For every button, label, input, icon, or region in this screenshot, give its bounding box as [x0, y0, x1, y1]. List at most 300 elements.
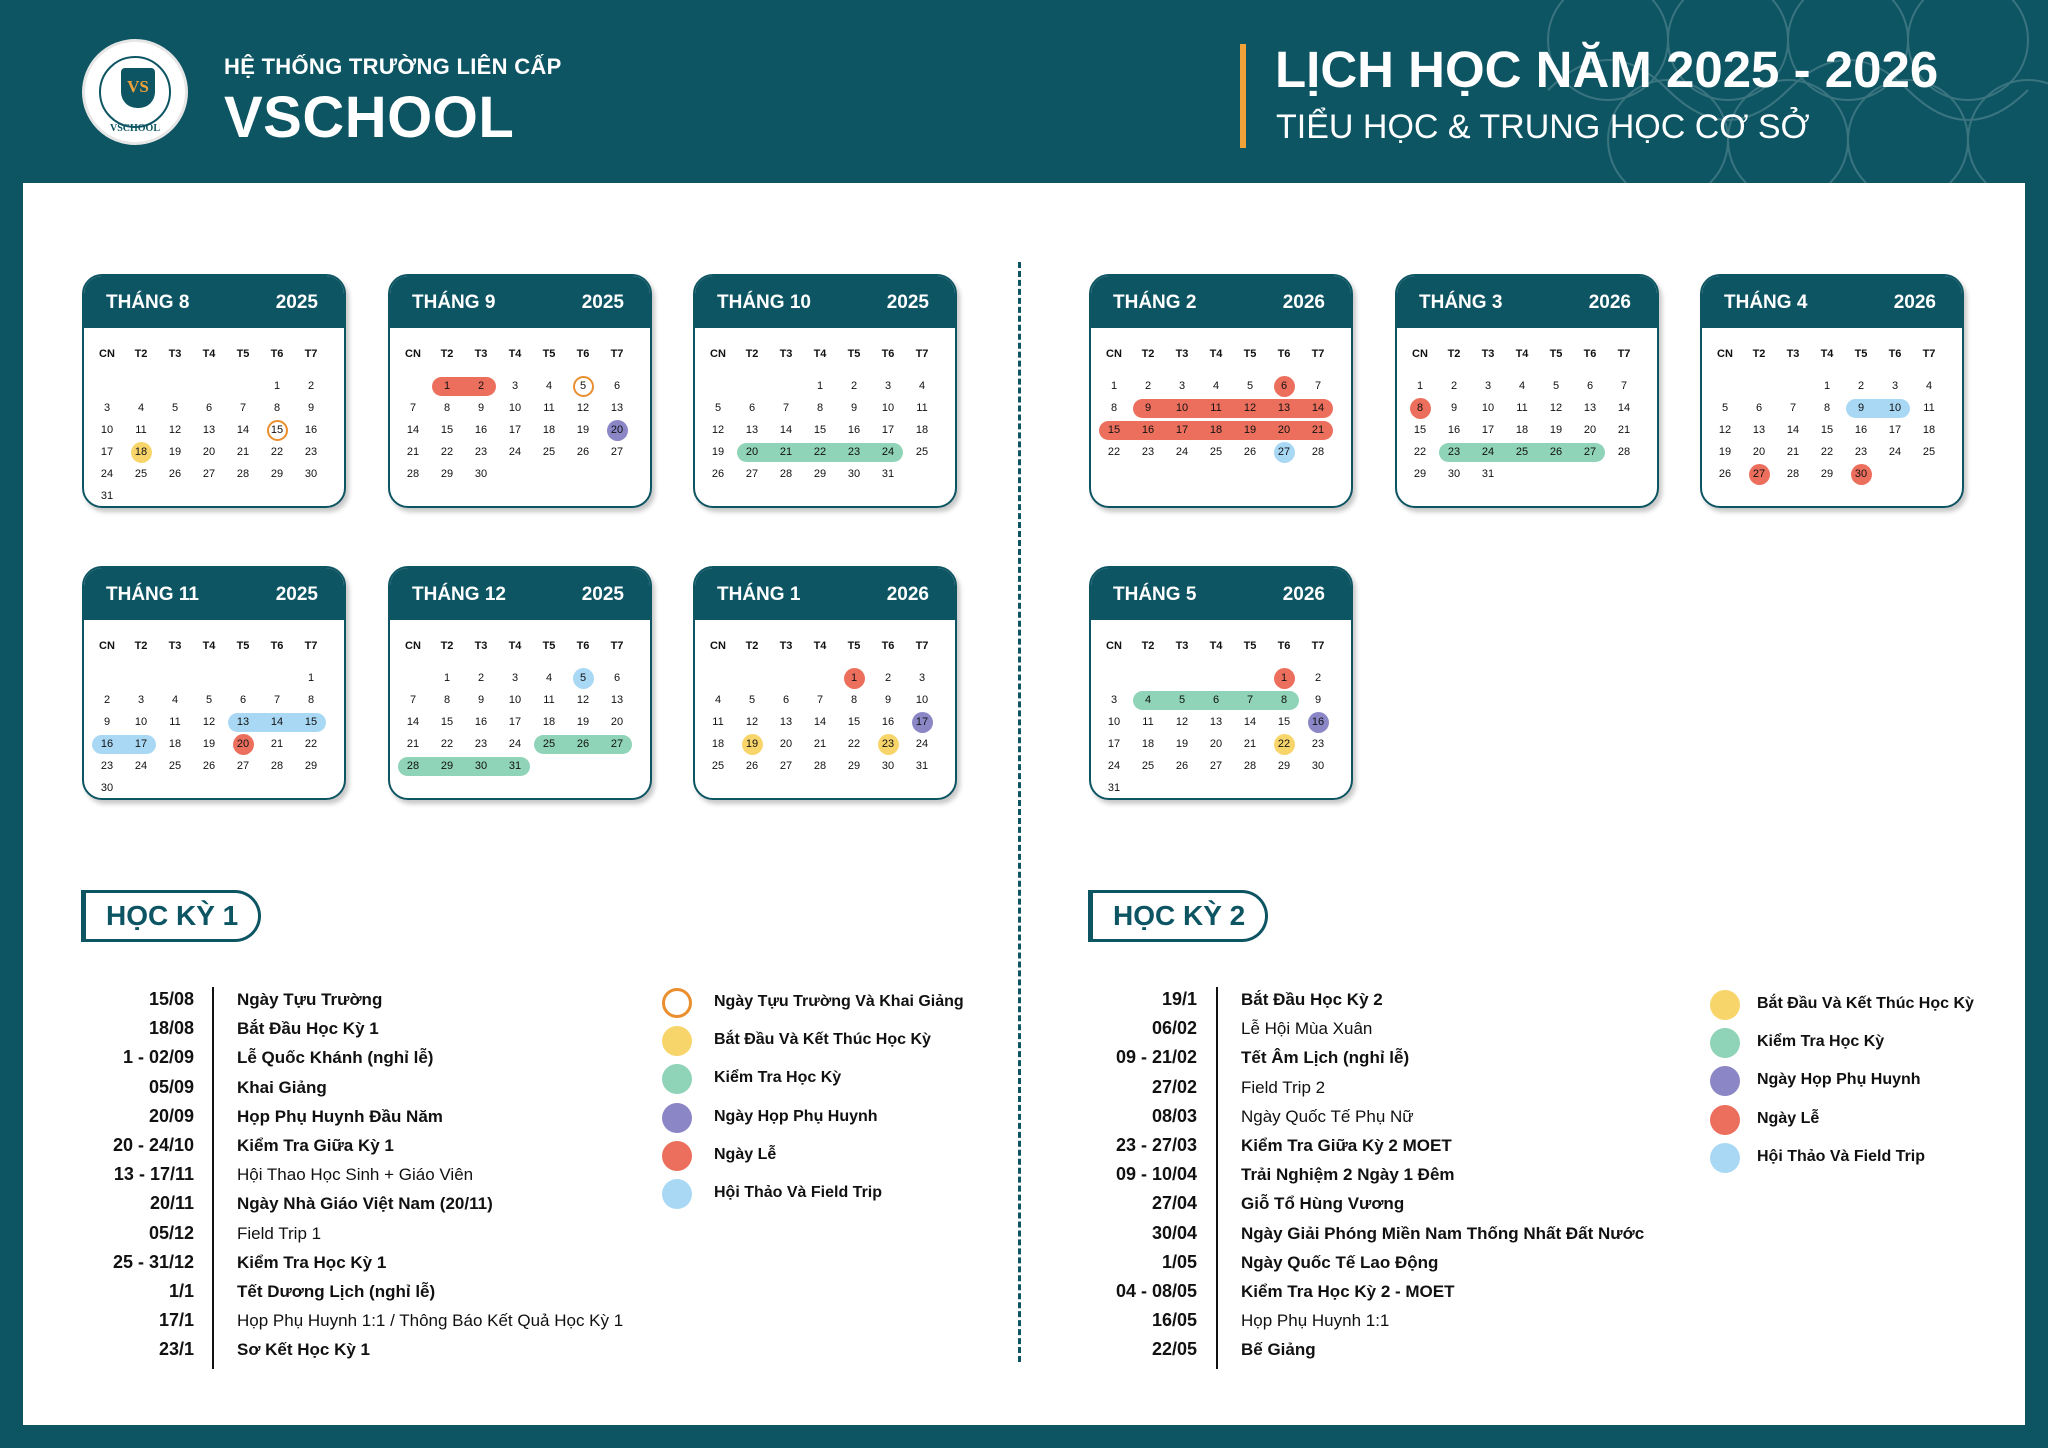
day-cell: 30 [304, 468, 318, 480]
day-cell: 21 [270, 738, 284, 750]
weekday-label: T7 [915, 348, 929, 360]
day-cell: 19 [745, 738, 759, 750]
day-cell: 6 [613, 380, 621, 392]
day-cell: 30 [474, 468, 488, 480]
day-cell: 4 [1518, 380, 1526, 392]
day-cell: 7 [1789, 402, 1797, 414]
legend-label: Bắt Đầu Và Kết Thúc Học Kỳ [714, 1031, 931, 1049]
event-date: 09 - 21/02 [1115, 1047, 1197, 1068]
day-cell: 10 [1175, 402, 1189, 414]
event-date: 08/03 [1151, 1105, 1197, 1126]
event-date: 17/1 [158, 1310, 194, 1331]
weekday-label: T3 [1175, 348, 1189, 360]
day-cell: 15 [1277, 716, 1291, 728]
day-cell: 20 [745, 446, 759, 458]
legend-label: Kiểm Tra Học Kỳ [1757, 1033, 1885, 1051]
day-cell: 9 [1314, 694, 1322, 706]
day-cell: 16 [1141, 424, 1155, 436]
day-cell: 19 [1243, 424, 1257, 436]
weekday-label: T2 [134, 348, 148, 360]
legend-red-dot-icon [1710, 1105, 1740, 1135]
day-cell: 7 [239, 402, 247, 414]
day-cell: 21 [1243, 738, 1257, 750]
day-cell: 27 [236, 760, 250, 772]
weekday-label: T6 [1583, 348, 1597, 360]
weekday-label: T2 [134, 640, 148, 652]
day-cell: 18 [1209, 424, 1223, 436]
header [0, 0, 2048, 183]
day-cell: 17 [508, 424, 522, 436]
day-cell: 19 [711, 446, 725, 458]
day-cell: 2 [1314, 672, 1322, 684]
day-cell: 15 [813, 424, 827, 436]
day-cell: 8 [307, 694, 315, 706]
day-cell: 3 [1891, 380, 1899, 392]
event-description: Kiểm Tra Học Kỳ 2 - MOET [1241, 1282, 1455, 1301]
day-cell: 23 [881, 738, 895, 750]
month-calendar [693, 274, 957, 508]
day-cell: 5 [714, 402, 722, 414]
day-cell: 19 [1718, 446, 1732, 458]
weekday-label: T4 [202, 348, 216, 360]
day-cell: 13 [779, 716, 793, 728]
day-cell: 28 [236, 468, 250, 480]
day-cell: 30 [1854, 468, 1868, 480]
day-cell: 31 [508, 760, 522, 772]
legend-blue-dot-icon [662, 1179, 692, 1209]
weekday-label: CN [1412, 348, 1428, 360]
day-cell: 17 [508, 716, 522, 728]
day-cell: 27 [610, 738, 624, 750]
day-cell: 9 [850, 402, 858, 414]
event-date: 18/08 [148, 1018, 194, 1039]
day-cell: 25 [1922, 446, 1936, 458]
day-cell: 19 [1549, 424, 1563, 436]
day-cell: 12 [1718, 424, 1732, 436]
day-cell: 5 [1552, 380, 1560, 392]
event-description: Bắt Đầu Học Kỳ 1 [237, 1019, 379, 1039]
day-cell: 29 [304, 760, 318, 772]
month-name: THÁNG 8 [106, 292, 190, 313]
day-cell: 7 [1620, 380, 1628, 392]
day-cell: 18 [168, 738, 182, 750]
month-header [1702, 276, 1962, 328]
weekday-label: CN [405, 348, 421, 360]
school-system-label: HỆ THỐNG TRƯỜNG LIÊN CẤP [224, 54, 562, 79]
day-cell: 20 [610, 424, 624, 436]
day-cell: 17 [1481, 424, 1495, 436]
day-cell: 18 [542, 716, 556, 728]
event-date: 1/05 [1161, 1251, 1197, 1272]
day-cell: 3 [103, 402, 111, 414]
event-date: 09 - 10/04 [1115, 1164, 1197, 1185]
day-cell: 14 [406, 716, 420, 728]
day-cell: 2 [850, 380, 858, 392]
day-cell: 26 [168, 468, 182, 480]
day-cell: 23 [474, 738, 488, 750]
event-date: 16/05 [1151, 1310, 1197, 1331]
event-date: 1/1 [168, 1281, 194, 1301]
school-name: VSCHOOL [224, 85, 515, 150]
day-cell: 25 [542, 738, 556, 750]
day-cell: 18 [711, 738, 725, 750]
legend-green-dot-icon [1710, 1028, 1740, 1058]
event-description: Tết Dương Lịch (nghỉ lễ) [237, 1282, 436, 1301]
event-date: 27/04 [1151, 1193, 1197, 1214]
title-accent-bar [1240, 44, 1246, 148]
day-cell: 3 [884, 380, 892, 392]
day-cell: 18 [1141, 738, 1155, 750]
day-cell: 14 [1311, 402, 1325, 414]
event-date: 1 - 02/09 [122, 1047, 194, 1068]
month-year: 2026 [886, 584, 929, 605]
event-description: Field Trip 1 [237, 1223, 322, 1243]
day-cell: 14 [779, 424, 793, 436]
day-cell: 2 [1144, 380, 1152, 392]
day-cell: 28 [1617, 446, 1631, 458]
month-name: THÁNG 1 [717, 584, 801, 605]
day-cell: 21 [779, 446, 793, 458]
day-cell: 12 [1549, 402, 1563, 414]
day-cell: 1 [850, 672, 858, 684]
day-cell: 5 [171, 402, 179, 414]
day-cell: 11 [169, 716, 181, 728]
day-cell: 27 [1209, 760, 1223, 772]
day-cell: 9 [307, 402, 315, 414]
day-cell: 24 [508, 738, 522, 750]
day-cell: 21 [236, 446, 250, 458]
weekday-label: T5 [542, 640, 556, 652]
day-cell: 20 [202, 446, 216, 458]
event-description: Sơ Kết Học Kỳ 1 [237, 1340, 371, 1360]
legend-label: Hội Thảo Và Field Trip [714, 1184, 883, 1201]
day-cell: 10 [508, 694, 522, 706]
day-cell: 14 [1243, 716, 1257, 728]
day-cell: 25 [711, 760, 725, 772]
day-cell: 14 [813, 716, 827, 728]
day-cell: 27 [610, 446, 624, 458]
month-calendar [388, 566, 652, 800]
day-cell: 27 [745, 468, 759, 480]
day-cell: 31 [881, 468, 895, 480]
day-cell: 9 [477, 402, 485, 414]
day-cell: 2 [477, 380, 485, 392]
day-cell: 10 [508, 402, 522, 414]
day-cell: 6 [748, 402, 756, 414]
month-name: THÁNG 5 [1113, 584, 1197, 605]
day-cell: 29 [847, 760, 861, 772]
day-cell: 12 [576, 694, 590, 706]
day-cell: 11 [1210, 402, 1222, 414]
day-cell: 17 [100, 446, 114, 458]
weekday-label: T3 [779, 640, 793, 652]
event-description: Trải Nghiệm 2 Ngày 1 Đêm [1241, 1165, 1455, 1185]
day-cell: 15 [1820, 424, 1834, 436]
day-cell: 26 [745, 760, 759, 772]
month-year: 2025 [581, 584, 624, 605]
weekday-label: T2 [440, 348, 454, 360]
day-cell: 28 [1243, 760, 1257, 772]
day-cell: 26 [202, 760, 216, 772]
day-cell: 8 [850, 694, 858, 706]
weekday-label: T3 [1481, 348, 1495, 360]
day-cell: 2 [103, 694, 111, 706]
day-cell: 16 [1854, 424, 1868, 436]
event-description: Ngày Nhà Giáo Việt Nam (20/11) [237, 1194, 493, 1214]
legend-label: Ngày Tựu Trường Và Khai Giảng [714, 993, 964, 1010]
day-cell: 8 [273, 402, 281, 414]
day-cell: 20 [779, 738, 793, 750]
day-cell: 4 [171, 694, 179, 706]
weekday-label: T4 [1209, 640, 1223, 652]
day-cell: 20 [610, 716, 624, 728]
month-header [84, 276, 344, 328]
weekday-label: T6 [576, 348, 590, 360]
legend-ring-dot-icon [662, 988, 692, 1018]
day-cell: 28 [1786, 468, 1800, 480]
weekday-label: T7 [915, 640, 929, 652]
day-cell: 30 [1311, 760, 1325, 772]
day-cell: 14 [270, 716, 284, 728]
day-cell: 22 [440, 738, 454, 750]
day-cell: 27 [1752, 468, 1766, 480]
day-cell: 3 [1178, 380, 1186, 392]
month-name: THÁNG 12 [412, 584, 506, 605]
day-cell: 26 [576, 446, 590, 458]
day-cell: 30 [881, 760, 895, 772]
event-description: Ngày Tựu Trường [237, 990, 383, 1009]
day-cell: 4 [545, 672, 553, 684]
weekday-label: T6 [1888, 348, 1902, 360]
event-date: 13 - 17/11 [113, 1164, 194, 1185]
day-cell: 29 [1277, 760, 1291, 772]
logo-shield-icon: VS [121, 68, 155, 108]
day-cell: 7 [1314, 380, 1322, 392]
logo-text: VSCHOOL [109, 123, 160, 134]
day-cell: 25 [915, 446, 929, 458]
day-cell: 13 [1277, 402, 1291, 414]
day-cell: 7 [1246, 694, 1254, 706]
event-description: Ngày Quốc Tế Phụ Nữ [1241, 1106, 1414, 1126]
day-cell: 27 [202, 468, 216, 480]
day-cell: 6 [1755, 402, 1763, 414]
day-cell: 25 [1515, 446, 1529, 458]
month-calendar [82, 274, 346, 508]
weekday-label: T3 [1175, 640, 1189, 652]
day-cell: 12 [168, 424, 182, 436]
day-cell: 25 [134, 468, 148, 480]
day-cell: 13 [745, 424, 759, 436]
event-description: Họp Phụ Huynh 1:1 / Thông Báo Kết Quả Học Kỳ 1 [237, 1311, 624, 1331]
day-cell: 1 [307, 672, 315, 684]
weekday-label: CN [1106, 640, 1122, 652]
day-cell: 14 [406, 424, 420, 436]
weekday-label: T7 [304, 348, 318, 360]
day-cell: 14 [236, 424, 250, 436]
day-cell: 19 [576, 716, 590, 728]
day-cell: 11 [543, 402, 555, 414]
event-description: Kiểm Tra Giữa Kỳ 2 MOET [1241, 1136, 1452, 1155]
month-year: 2025 [275, 292, 318, 313]
day-cell: 15 [1107, 424, 1121, 436]
event-date: 20/09 [148, 1105, 194, 1126]
day-cell: 29 [440, 468, 454, 480]
day-cell: 27 [779, 760, 793, 772]
weekday-label: T4 [1820, 348, 1834, 360]
day-cell: 4 [545, 380, 553, 392]
day-cell: 26 [711, 468, 725, 480]
day-cell: 28 [406, 760, 420, 772]
month-year: 2025 [581, 292, 624, 313]
weekday-label: T4 [202, 640, 216, 652]
weekday-label: T7 [1617, 348, 1631, 360]
day-cell: 4 [918, 380, 926, 392]
day-cell: 31 [1481, 468, 1495, 480]
legend-yellow-dot-icon [1710, 990, 1740, 1020]
event-date: 20 - 24/10 [112, 1135, 194, 1155]
day-cell: 17 [915, 716, 929, 728]
day-cell: 22 [304, 738, 318, 750]
weekday-label: T5 [1243, 640, 1257, 652]
day-cell: 9 [884, 694, 892, 706]
day-cell: 10 [881, 402, 895, 414]
day-cell: 23 [1854, 446, 1868, 458]
day-cell: 5 [205, 694, 213, 706]
day-cell: 12 [1243, 402, 1257, 414]
month-name: THÁNG 9 [412, 292, 496, 313]
day-cell: 12 [711, 424, 725, 436]
day-cell: 9 [1450, 402, 1458, 414]
day-cell: 16 [881, 716, 895, 728]
month-calendar [82, 566, 346, 800]
event-date: 23 - 27/03 [1115, 1135, 1197, 1155]
day-cell: 25 [1141, 760, 1155, 772]
day-cell: 21 [1311, 424, 1325, 436]
day-cell: 11 [1142, 716, 1154, 728]
day-cell: 16 [1447, 424, 1461, 436]
day-cell: 23 [100, 760, 114, 772]
event-date: 23/1 [158, 1339, 194, 1360]
day-cell: 10 [915, 694, 929, 706]
weekday-label: T4 [813, 348, 827, 360]
legend-red-dot-icon [662, 1141, 692, 1171]
day-cell: 19 [168, 446, 182, 458]
day-cell: 4 [137, 402, 145, 414]
weekday-label: T3 [168, 640, 182, 652]
day-cell: 4 [1144, 694, 1152, 706]
semester-2-badge: HỌC KỲ 2 [1088, 890, 1268, 942]
weekday-label: T5 [847, 640, 861, 652]
legend-label: Ngày Họp Phụ Huynh [714, 1107, 878, 1125]
day-cell: 23 [847, 446, 861, 458]
day-cell: 9 [1144, 402, 1152, 414]
weekday-label: T3 [779, 348, 793, 360]
day-cell: 28 [1311, 446, 1325, 458]
event-description: Hội Thao Học Sinh + Giáo Viên [237, 1165, 474, 1185]
event-description: Họp Phụ Huynh Đầu Năm [237, 1106, 443, 1126]
day-cell: 8 [816, 402, 824, 414]
weekday-label: T5 [1243, 348, 1257, 360]
day-cell: 10 [1888, 402, 1902, 414]
weekday-label: CN [405, 640, 421, 652]
day-cell: 8 [1110, 402, 1118, 414]
day-cell: 6 [1212, 694, 1220, 706]
day-cell: 17 [134, 738, 148, 750]
day-cell: 26 [1175, 760, 1189, 772]
day-cell: 5 [1178, 694, 1186, 706]
day-cell: 14 [1617, 402, 1631, 414]
day-cell: 7 [273, 694, 281, 706]
weekday-label: T4 [1515, 348, 1529, 360]
weekday-label: T7 [610, 348, 624, 360]
weekday-label: T2 [1141, 640, 1155, 652]
weekday-label: T4 [508, 640, 522, 652]
day-cell: 23 [1311, 738, 1325, 750]
legend-blue-dot-icon [1710, 1143, 1740, 1173]
month-calendar [1089, 274, 1353, 508]
legend-label: Ngày Lễ [714, 1145, 777, 1163]
day-cell: 18 [1922, 424, 1936, 436]
day-cell: 2 [1857, 380, 1865, 392]
weekday-label: T6 [1277, 640, 1291, 652]
day-cell: 24 [1888, 446, 1902, 458]
day-cell: 7 [782, 402, 790, 414]
semester-divider [1018, 262, 1021, 1362]
event-description: Giỗ Tổ Hùng Vương [1241, 1194, 1405, 1214]
day-cell: 31 [100, 490, 114, 502]
weekday-label: CN [710, 640, 726, 652]
timeline-line [1216, 987, 1218, 1369]
day-cell: 3 [1484, 380, 1492, 392]
month-header [390, 276, 650, 328]
day-cell: 3 [511, 672, 519, 684]
day-cell: 9 [477, 694, 485, 706]
day-cell: 3 [137, 694, 145, 706]
month-header [695, 276, 955, 328]
day-cell: 5 [1246, 380, 1254, 392]
day-cell: 22 [813, 446, 827, 458]
legend-label: Ngày Lễ [1757, 1109, 1820, 1127]
day-cell: 4 [1925, 380, 1933, 392]
day-cell: 12 [1175, 716, 1189, 728]
day-cell: 1 [1110, 380, 1118, 392]
day-cell: 19 [1175, 738, 1189, 750]
day-cell: 30 [847, 468, 861, 480]
day-cell: 24 [881, 446, 895, 458]
month-calendar [693, 566, 957, 800]
weekday-label: T4 [1209, 348, 1223, 360]
day-cell: 2 [477, 672, 485, 684]
weekday-label: T6 [881, 640, 895, 652]
day-cell: 7 [409, 402, 417, 414]
day-cell: 21 [813, 738, 827, 750]
weekday-label: CN [1717, 348, 1733, 360]
day-cell: 23 [1141, 446, 1155, 458]
day-cell: 1 [273, 380, 281, 392]
day-cell: 11 [1923, 402, 1935, 414]
day-cell: 1 [443, 380, 451, 392]
day-cell: 29 [440, 760, 454, 772]
day-cell: 1 [816, 380, 824, 392]
day-cell: 12 [576, 402, 590, 414]
weekday-label: T7 [1311, 348, 1325, 360]
weekday-label: T5 [847, 348, 861, 360]
day-cell: 7 [409, 694, 417, 706]
month-name: THÁNG 2 [1113, 292, 1197, 313]
day-cell: 11 [543, 694, 555, 706]
day-cell: 2 [884, 672, 892, 684]
school-logo [82, 39, 188, 145]
